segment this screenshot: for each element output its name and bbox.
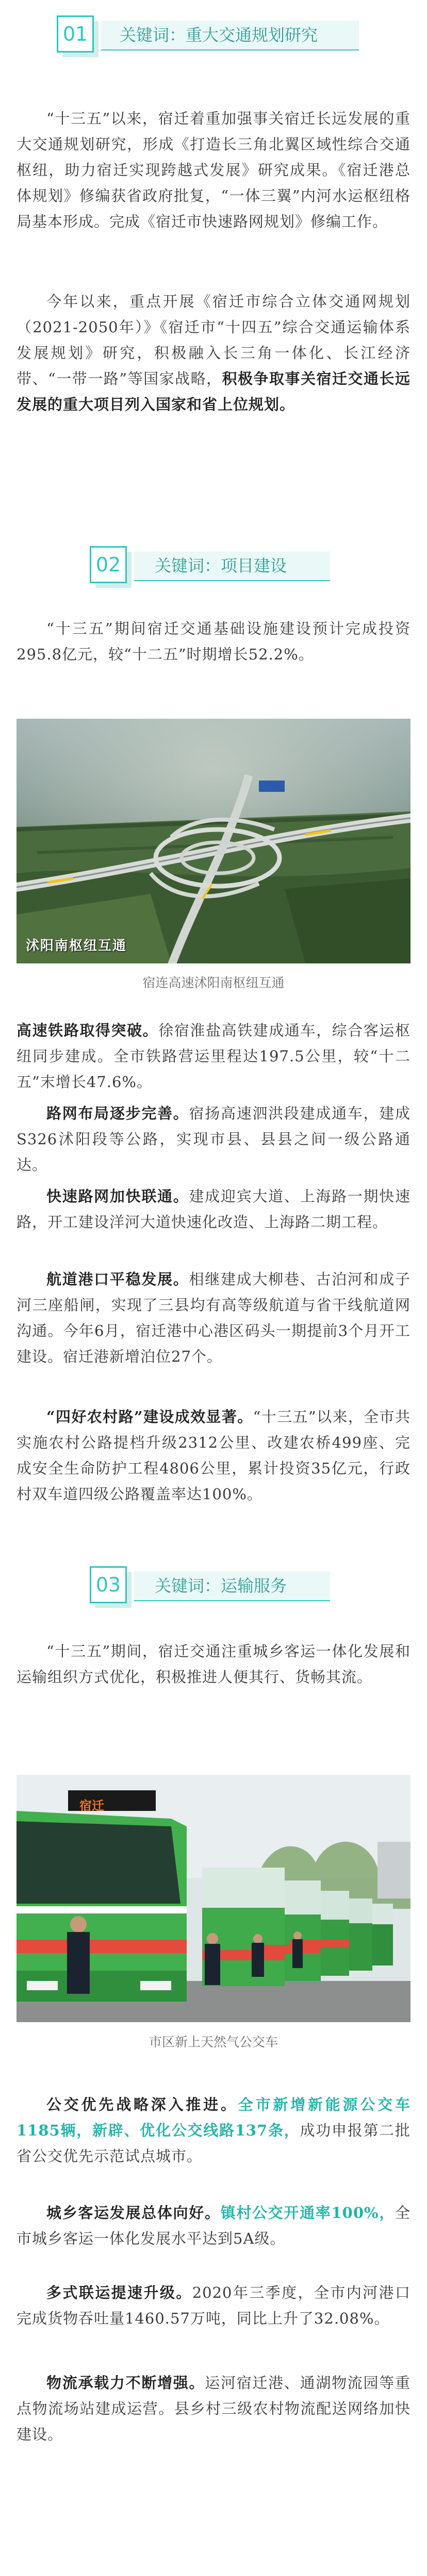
section-header-1 xyxy=(0,10,427,67)
bus-photo-caption: 市区新上天然气公交车 xyxy=(149,2035,278,2049)
section-3-item-2 xyxy=(17,2200,410,2251)
section-3-item-4 xyxy=(17,2370,410,2447)
section-2-item-5 xyxy=(17,1404,410,1507)
section-2-item-1 xyxy=(17,1018,410,1095)
section-title-3: 关键词：运输服务 xyxy=(155,1576,287,1596)
section-title-1: 关键词：重大交通规划研究 xyxy=(120,25,318,45)
bus-destination-sign: 宿迁 xyxy=(79,1799,104,1813)
section-2-item-4 xyxy=(17,1266,410,1369)
interchange-photo-caption: 宿连高速沭阳南枢纽互通 xyxy=(142,975,285,990)
item-text: 2020年三季度，全市内河港口完成货物吞吐量1460.57万吨，同比上升了32.08%。 xyxy=(17,2284,410,2327)
item-lead: “四好农村路”建设成效显著。 xyxy=(46,1408,253,1426)
section-1-paragraph-2 xyxy=(17,289,410,417)
item-lead: 航道港口平稳发展。 xyxy=(46,1270,189,1288)
section-1-paragraph-2-bold: 积极争取事关宿迁交通长远发展的重大项目列入国家和省上位规划。 xyxy=(17,370,410,413)
item-lead: 高速铁路取得突破。 xyxy=(17,1022,159,1039)
bus-fleet-photo xyxy=(17,1775,410,2022)
item-text: 全市城乡客运一体化发展水平达到5A级。 xyxy=(17,2204,410,2247)
section-2-item-3 xyxy=(17,1183,410,1235)
section-number-1: 01 xyxy=(57,15,94,53)
item-highlight: 镇村公交开通率100%， xyxy=(220,2204,395,2222)
section-title-2: 关键词：项目建设 xyxy=(155,556,287,575)
interchange-aerial-photo xyxy=(17,719,410,963)
item-lead: 公交优先战略深入推进。 xyxy=(46,2096,238,2113)
bus-fleet-image xyxy=(17,1775,410,2022)
item-text: 宿扬高速泗洪段建成通车，建成S326沭阳段等公路，实现市县、县县之间一级公路通达。 xyxy=(17,1105,410,1174)
section-header-2 xyxy=(0,541,427,598)
section-underline-2 xyxy=(134,580,330,581)
item-highlight: 全市新增新能源公交车1185辆，新辟、优化公交线路137条， xyxy=(17,2096,410,2139)
section-underline-3 xyxy=(134,1600,330,1601)
section-number-3: 03 xyxy=(90,1566,127,1603)
item-lead: 物流承载力不断增强。 xyxy=(46,2374,205,2392)
section-header-3 xyxy=(0,1561,427,1618)
item-lead: 快速路网加快联通。 xyxy=(46,1188,189,1205)
section-3-item-3 xyxy=(17,2280,410,2331)
photo-watermark: 沭阳南枢纽互通 xyxy=(26,938,127,954)
item-text: “十三五”以来，全市共实施农村公路提档升级2312公里、改建农桥499座、完成安全生命防护工程4806公里，累计投资35亿元，行政村双车道四级公路覆盖率达100%。 xyxy=(17,1408,410,1503)
item-text: 成功申报第二批省公交优先示范试点城市。 xyxy=(17,2122,410,2165)
item-lead: 城乡客运发展总体向好。 xyxy=(46,2204,221,2222)
item-text: 徐宿淮盐高铁建成通车，综合客运枢纽同步建成。全市铁路营运里程达197.5公里，较“十二五”末增长47.6%。 xyxy=(17,1022,410,1091)
section-1-paragraph-2-text: 今年以来，重点开展《宿迁市综合立体交通网规划（2021-2050年）》《宿迁市“十四五”综合交通运输体系发展规划》研究，积极融入长三角一体化、长江经济带、“一带一路”等国家战略， xyxy=(17,293,410,387)
interchange-aerial-image xyxy=(17,719,410,963)
section-underline-1 xyxy=(101,49,359,50)
item-text: 相继建成大柳巷、古泊河和成子河三座船闸，实现了三县均有高等级航道与省干线航道网沟通。今年6月，宿迁港中心港区码头一期提前3个月开工建设。宿迁港新增泊位27个。 xyxy=(17,1270,410,1365)
item-text: 运河宿迁港、通湖物流园等重点物流场站建成运营。县乡村三级农村物流配送网络加快建设。 xyxy=(17,2374,410,2443)
section-3-intro: “十三五”期间，宿迁交通注重城乡客运一体化发展和运输组织方式优化，积极推进人便其行、货畅其流。 xyxy=(17,1642,410,1686)
item-text: 建成迎宾大道、上海路一期快速路，开工建设洋河大道快速化改造、上海路二期工程。 xyxy=(17,1188,410,1231)
section-1-paragraph-1: “十三五”以来，宿迁着重加强事关宿迁长远发展的重大交通规划研究，形成《打造长三角北翼区域性综合交通枢纽，助力宿迁实现跨越式发展》研究成果。《宿迁港总体规划》修编获省政府批复，“一体三翼”内河水运枢纽格局基本形成。完成《宿迁市快速路网规划》修编工作。 xyxy=(17,110,410,230)
section-2-intro: “十三五”期间宿迁交通基础设施建设预计完成投资295.8亿元，较“十二五”时期增长52.2%。 xyxy=(17,620,410,663)
item-lead: 路网布局逐步完善。 xyxy=(46,1105,189,1122)
section-number-2: 02 xyxy=(90,546,127,583)
item-lead: 多式联运提速升级。 xyxy=(46,2284,192,2301)
section-2-item-2 xyxy=(17,1100,410,1178)
front-bus xyxy=(17,1790,187,2002)
section-3-item-1 xyxy=(17,2092,410,2169)
